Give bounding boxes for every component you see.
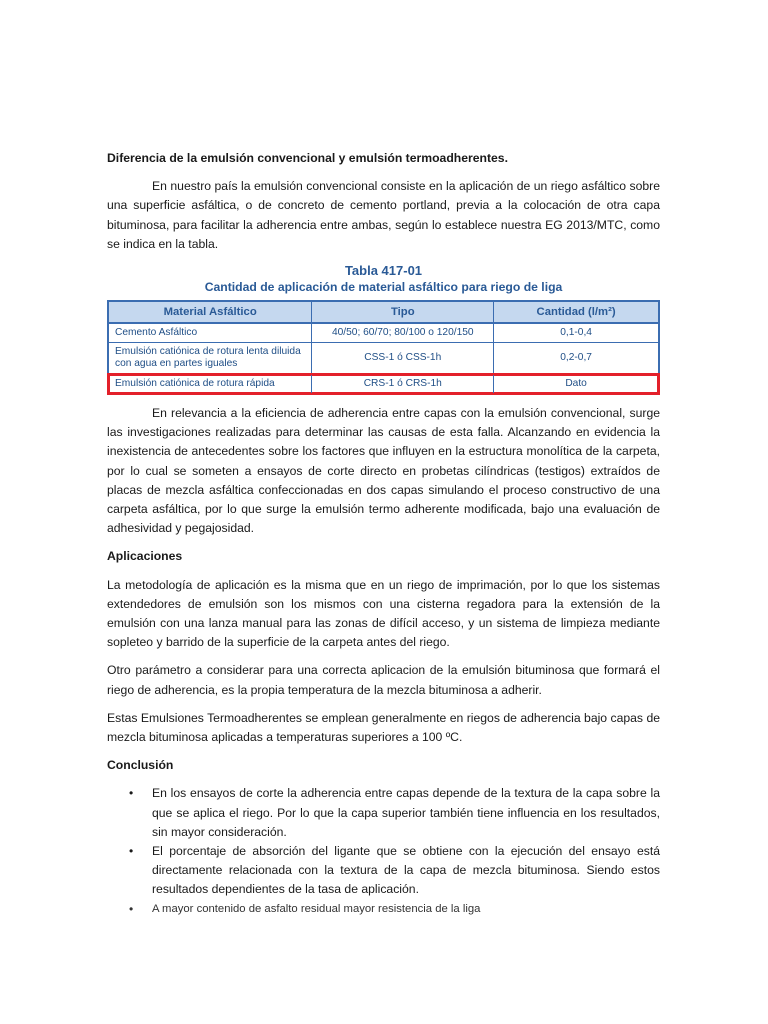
relevance-paragraph: En relevancia a la eficiencia de adherencia entre capas con la emulsión convencional, surge las investigaciones realizadas para determinar las causas de esta falla. Alcanzando en evidencia la inexistencia de antecedentes sobre los factores que influyen en la estructura monolítica de la carpeta, por lo cual se someten a ensayos de corte directo en probetas cilíndricas (testigos) extraídos de placas de mezcla asfáltica confeccionadas en dos capas simulando el proceso constructivo de una carpeta asfáltica, por lo que surge la emulsión termo adherente modificada, bajo una evaluación de adhesividad y pegajosidad.	[107, 406, 660, 536]
bullet-icon: •	[129, 786, 134, 801]
table-row-highlighted	[108, 374, 659, 394]
table-figure	[107, 263, 660, 395]
table-title: Tabla 417-01	[344, 263, 423, 279]
application-rate-table	[107, 300, 660, 395]
list-item-text: En los ensayos de corte la adherencia entre capas depende de la textura de la capa sobre la que se aplica el riego. Por lo que la capa superior también tiene influencia en los resultados, sin mayor consideración.	[152, 786, 660, 839]
document-page	[107, 149, 660, 919]
list-item-text: El porcentaje de absorción del ligante que se obtiene con la ejecución del ensayo está directamente relacionada con la textura de la capa de mezcla bituminosa. Siendo estos resultados dependientes de la tasa de aplicación.	[152, 844, 660, 897]
applications-paragraph: Otro parámetro a considerar para una correcta aplicacion de la emulsión bituminosa que formará el riego de adherencia, es la propia temperatura de la mezcla bituminosa a adherir.	[107, 663, 660, 697]
list-item	[107, 784, 660, 842]
table-row	[108, 323, 659, 343]
document-title: Diferencia de la emulsión convencional y emulsión termoadherentes.	[107, 151, 508, 165]
bullet-icon: •	[129, 844, 134, 859]
table-row	[108, 343, 659, 375]
table-subtitle: Cantidad de aplicación de material asfáltico para riego de liga	[204, 280, 563, 295]
applications-paragraph: Estas Emulsiones Termoadherentes se emplean generalmente en riegos de adherencia bajo capas de mezcla bituminosa aplicadas a temperaturas superiores a 100 ºC.	[107, 710, 660, 745]
table-cell: Dato	[494, 374, 659, 394]
list-item	[107, 842, 660, 900]
table-cell: Cemento Asfáltico	[108, 323, 312, 343]
table-cell: CRS-1 ó CRS-1h	[312, 374, 494, 394]
applications-paragraph: La metodología de aplicación es la misma que en un riego de imprimación, por lo que los sistemas extendedores de emulsión son los mismos con una cisterna regadora para la extensión de la emulsión con una lanza manual para las zonas de difícil acceso, y un sistema de limpieza mediante sopleteo y barrido de la superficie de la carpeta antes del riego.	[107, 577, 660, 650]
conclusion-heading: Conclusión	[107, 758, 174, 773]
bullet-icon: •	[129, 901, 134, 916]
table-cell: 0,2-0,7	[494, 343, 659, 375]
table-header-row	[108, 301, 659, 323]
table-cell: Emulsión catiónica de rotura rápida	[108, 374, 312, 394]
table-cell: 40/50; 60/70; 80/100 o 120/150	[312, 323, 494, 343]
table-cell: Emulsión catiónica de rotura lenta diluida con agua en partes iguales	[108, 343, 312, 375]
table-cell: CSS-1 ó CSS-1h	[312, 343, 494, 375]
conclusion-list	[107, 784, 660, 918]
list-item	[107, 900, 660, 919]
column-header-cantidad: Cantidad (l/m²)	[494, 301, 659, 323]
column-header-tipo: Tipo	[312, 301, 494, 323]
list-item-text: A mayor contenido de asfalto residual mayor resistencia de la liga	[152, 902, 481, 915]
intro-paragraph: En nuestro país la emulsión convencional consiste en la aplicación de un riego asfáltico sobre una superficie asfáltica, o de concreto de cemento portland, previa a la colocación de otra capa bituminosa, para facilitar la adherencia entre ambas, según lo establece nuestra EG 2013/MTC, como se indica en la tabla.	[107, 179, 660, 251]
column-header-material: Material Asfáltico	[108, 301, 312, 323]
table-cell: 0,1-0,4	[494, 323, 659, 343]
applications-heading: Aplicaciones	[107, 549, 183, 564]
